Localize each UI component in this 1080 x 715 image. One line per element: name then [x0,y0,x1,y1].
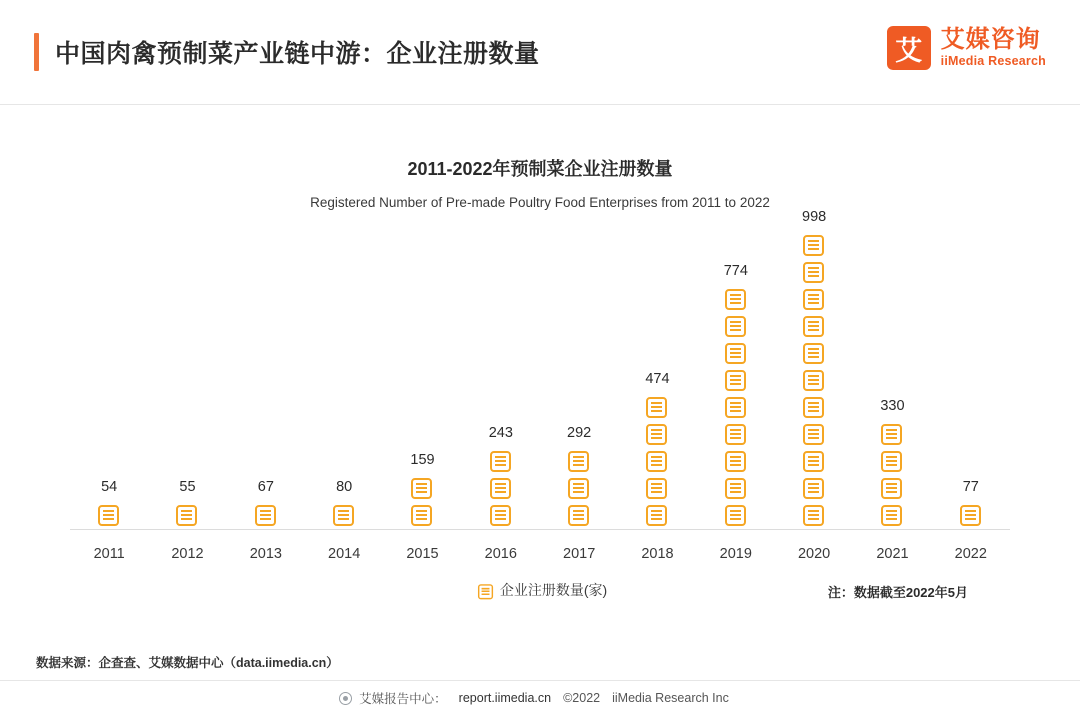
brand-mark-icon: 艾 [887,26,931,70]
footer-center-name: 艾媒报告中心： [359,692,447,706]
brand-logo [887,26,1046,70]
page-header [0,0,1080,105]
bar-value-label: 54 [101,479,118,495]
enterprise-icon [800,477,828,502]
bar-value-label: 998 [802,209,827,225]
x-axis-label: 2012 [171,546,204,562]
enterprise-icon [722,342,750,367]
enterprise-icon [722,288,750,313]
enterprise-icon [800,315,828,340]
bar-column [775,209,853,529]
bar-value-label: 330 [880,398,905,414]
enterprise-icon [878,450,906,475]
footer-link[interactable]: report.iimedia.cn [458,691,552,705]
bar-value-label: 55 [179,479,196,495]
x-axis-label: 2016 [484,546,517,562]
enterprise-icon [800,450,828,475]
chart-container [0,155,1080,715]
x-axis-labels [70,546,1010,562]
x-axis-label: 2015 [406,546,439,562]
enterprise-icon [878,504,906,529]
bar-column [148,243,226,529]
legend-row [0,580,1080,606]
enterprise-icon [800,423,828,448]
chart-note: 注：数据截至2022年5月 [827,585,968,600]
enterprise-icon [800,504,828,529]
x-axis-label: 2020 [797,546,831,562]
chart-subtitle: Registered Number of Pre-made Poultry Food Enterprises from 2011 to 2022 [310,195,770,210]
enterprise-icon [487,477,515,502]
enterprise-icon [878,423,906,448]
x-axis-label: 2022 [954,546,987,562]
brand-text [941,27,1046,69]
x-axis-label: 2011 [93,546,125,562]
bar-glyph-stack [643,394,671,529]
bar-glyph-stack [722,286,750,529]
enterprise-icon [722,450,750,475]
enterprise-icon [408,477,436,502]
enterprise-icon [95,504,123,529]
enterprise-icon [722,504,750,529]
enterprise-icon [800,369,828,394]
enterprise-icon [252,504,280,529]
enterprise-icon [643,396,671,421]
bar-glyph-stack [565,448,593,529]
x-axis-label: 2017 [563,546,596,562]
enterprise-icon [800,234,828,259]
enterprise-icon [487,450,515,475]
bar-value-label: 67 [257,479,274,495]
bar-column [540,243,618,529]
enterprise-icon [643,504,671,529]
bar-value-label: 474 [645,371,670,387]
bar-value-label: 243 [488,425,513,441]
bar-series [70,209,1010,529]
enterprise-icon [643,423,671,448]
enterprise-icon [643,450,671,475]
enterprise-icon [565,504,593,529]
enterprise-icon [957,504,985,529]
data-source: 数据来源：企查查、艾媒数据中心（data.iimedia.cn） [36,656,339,670]
enterprise-icon [722,315,750,340]
x-axis-label: 2021 [876,546,909,562]
bar-column [697,243,775,529]
bar-value-label: 159 [410,452,435,468]
enterprise-icon [722,369,750,394]
enterprise-icon [722,396,750,421]
footer-company: iiMedia Research Inc [612,691,729,705]
bar-column [618,243,696,529]
brand-name-en: iiMedia Research [940,54,1046,68]
x-axis-label: 2013 [249,546,282,562]
bar-column [305,243,383,529]
bar-column [70,243,148,529]
bar-column [932,243,1010,529]
enterprise-icon [408,504,436,529]
bar-glyph-stack [957,502,985,529]
bar-value-label: 80 [336,479,353,495]
bar-column [853,243,931,529]
globe-icon [339,692,352,705]
enterprise-icon [487,504,515,529]
enterprise-icon [643,477,671,502]
enterprise-icon [565,450,593,475]
enterprise-icon [722,423,750,448]
enterprise-icon [330,504,358,529]
enterprise-icon [800,342,828,367]
plot-area [70,209,1010,574]
bar-glyph-stack [173,502,201,529]
bar-glyph-stack [252,502,280,529]
bar-value-label: 292 [567,425,592,441]
footer-copyright: ©2022 [563,691,601,705]
bar-glyph-stack [878,421,906,529]
enterprise-icon [800,396,828,421]
bar-glyph-stack [95,502,123,529]
bar-glyph-stack [487,448,515,529]
enterprise-icon [878,477,906,502]
bar-column [383,243,461,529]
bar-value-label: 774 [723,263,748,279]
title-accent-bar [34,33,39,71]
x-axis-line [70,529,1010,530]
x-axis-label: 2014 [328,546,361,562]
page-title: 中国肉禽预制菜产业链中游：企业注册数量 [55,40,540,68]
enterprise-icon [800,261,828,286]
enterprise-icon [565,477,593,502]
legend-label: 企业注册数量(家) [499,582,608,598]
enterprise-icon [173,504,201,529]
bar-column [462,243,540,529]
enterprise-icon [722,477,750,502]
chart-title: 2011-2022年预制菜企业注册数量 [407,159,673,179]
bar-glyph-stack [330,502,358,529]
brand-name-cn: 艾媒咨询 [940,26,1041,53]
bar-value-label: 77 [962,479,979,495]
x-axis-label: 2018 [641,546,674,562]
title-wrap [34,33,540,71]
page-footer [0,680,1080,715]
bar-glyph-stack [800,232,828,529]
x-axis-label: 2019 [719,546,752,562]
legend-swatch-icon [476,584,490,597]
bar-glyph-stack [408,475,436,529]
enterprise-icon [800,288,828,313]
bar-column [227,243,305,529]
